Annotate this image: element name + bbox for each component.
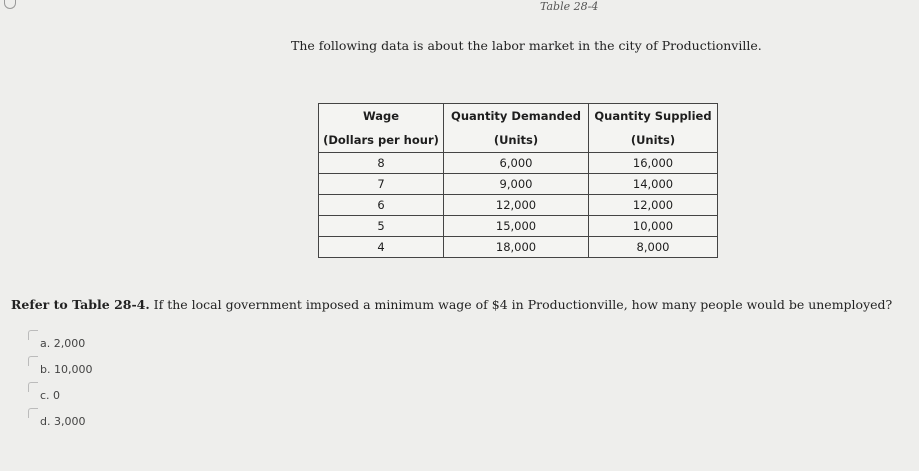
header-wage-unit: (Dollars per hour) (319, 128, 444, 153)
corner-mark (4, 0, 16, 9)
option-c[interactable] (34, 382, 92, 408)
option-label: c. 0 (40, 388, 61, 402)
cell-quantity-supplied: 12,000 (589, 195, 718, 216)
table-header-row (319, 128, 718, 153)
radio-icon[interactable] (28, 330, 38, 340)
cell-wage: 6 (319, 195, 444, 216)
table-caption: Table 28-4 (540, 0, 599, 13)
header-wage: Wage (319, 104, 444, 129)
option-a[interactable] (34, 330, 92, 356)
table-row (319, 174, 718, 195)
table-row (319, 195, 718, 216)
radio-icon[interactable] (28, 408, 38, 418)
question-reference: Refer to Table 28-4. (11, 297, 150, 312)
cell-quantity-demanded: 12,000 (444, 195, 589, 216)
header-quantity-supplied: Quantity Supplied (589, 104, 718, 129)
option-label: b. 10,000 (40, 362, 93, 376)
question-body: If the local government imposed a minimum wage of $4 in Productionville, how many people would be unemployed? (149, 297, 893, 312)
cell-quantity-demanded: 15,000 (444, 216, 589, 237)
header-qs-unit: (Units) (589, 128, 718, 153)
cell-wage: 4 (319, 237, 444, 258)
cell-quantity-supplied: 10,000 (589, 216, 718, 237)
cell-wage: 7 (319, 174, 444, 195)
intro-text: The following data is about the labor market in the city of Productionville. (291, 38, 762, 53)
answer-options (34, 330, 92, 434)
cell-quantity-demanded: 6,000 (444, 153, 589, 174)
table-row (319, 216, 718, 237)
option-d[interactable] (34, 408, 92, 434)
cell-wage: 8 (319, 153, 444, 174)
cell-quantity-demanded: 18,000 (444, 237, 589, 258)
header-quantity-demanded: Quantity Demanded (444, 104, 589, 129)
header-qd-unit: (Units) (444, 128, 589, 153)
cell-quantity-supplied: 14,000 (589, 174, 718, 195)
table-row (319, 153, 718, 174)
option-label: a. 2,000 (40, 336, 86, 350)
cell-quantity-demanded: 9,000 (444, 174, 589, 195)
cell-quantity-supplied: 16,000 (589, 153, 718, 174)
radio-icon[interactable] (28, 356, 38, 366)
option-b[interactable] (34, 356, 92, 382)
table-header-row (319, 104, 718, 129)
table-row (319, 237, 718, 258)
option-label: d. 3,000 (40, 414, 86, 428)
cell-wage: 5 (319, 216, 444, 237)
cell-quantity-supplied: 8,000 (589, 237, 718, 258)
labor-market-table (318, 103, 718, 258)
question-text (11, 297, 892, 312)
radio-icon[interactable] (28, 382, 38, 392)
